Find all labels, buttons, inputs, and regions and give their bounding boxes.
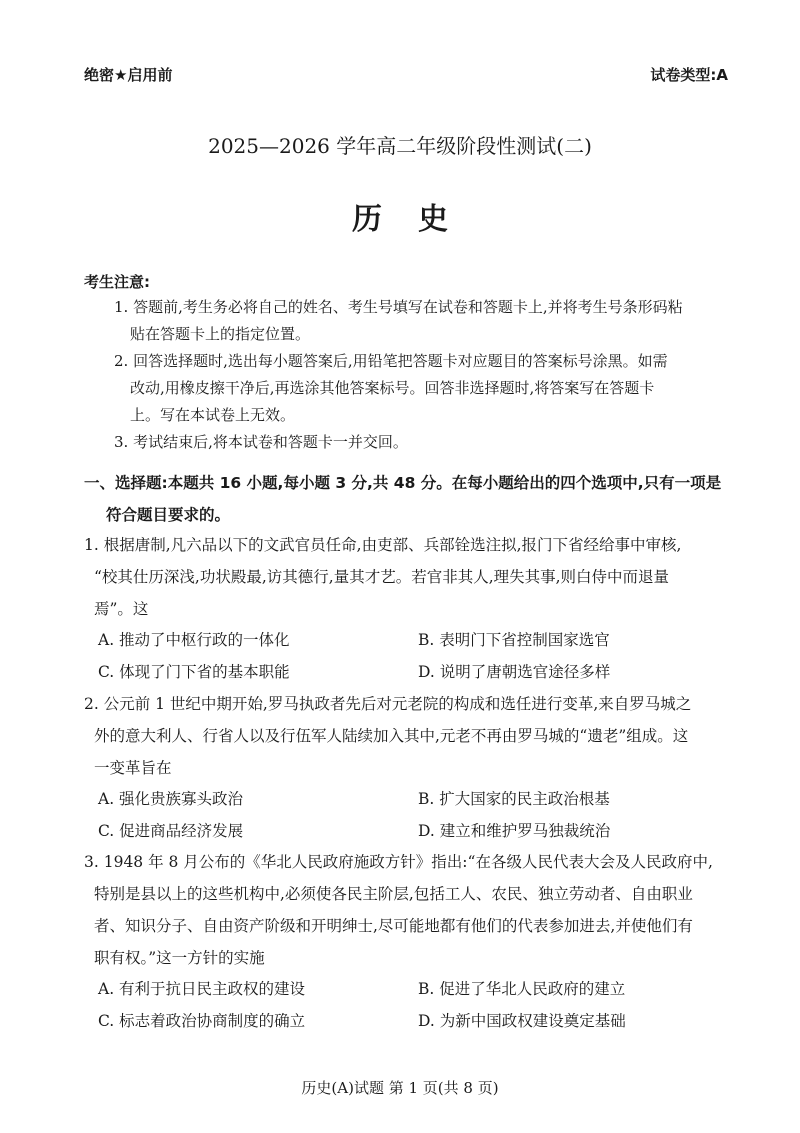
option-b: B. 促进了华北人民政府的建立 (418, 980, 626, 998)
notice-line: 2. 回答选择题时,选出每小题答案后,用铅笔把答题卡对应题目的答案标号涂黑。如需 (114, 352, 668, 370)
option-a: A. 推动了中枢行政的一体化 (98, 631, 290, 649)
section-heading (84, 467, 744, 531)
exam-title: 2025—2026 学年高二年级阶段性测试(二) (208, 134, 592, 158)
question-1-stem (84, 529, 744, 625)
question-line: 1. 根据唐制,凡六品以下的文武官员任命,由吏部、兵部铨选注拟,报门下省经给事中审核, (84, 536, 682, 554)
option-b: B. 表明门下省控制国家选官 (418, 631, 610, 649)
option-d: D. 建立和维护罗马独裁统治 (418, 822, 611, 840)
notice-line: 3. 考试结束后,将本试卷和答题卡一并交回。 (114, 433, 408, 451)
question-2-stem (84, 688, 744, 784)
option-c: C. 体现了门下省的基本职能 (98, 663, 290, 681)
question-line: “校其仕历深浅,功状殿最,访其德行,量其才艺。若官非其人,理失其事,则白侍中而退量 (94, 568, 670, 586)
notice-line: 贴在答题卡上的指定位置。 (130, 325, 311, 343)
question-line: 一变革旨在 (94, 759, 172, 777)
option-b: B. 扩大国家的民主政治根基 (418, 790, 610, 808)
question-line: 者、知识分子、自由资产阶级和开明绅士,尽可能地都有他们的代表参加进去,并使他们有 (94, 917, 693, 935)
question-line: 特别是县以上的这些机构中,必须使各民主阶层,包括工人、农民、独立劳动者、自由职业 (94, 885, 693, 903)
option-c: C. 促进商品经济发展 (98, 822, 244, 840)
page-footer: 历史(A)试题 第 1 页(共 8 页) (301, 1079, 499, 1097)
subject-title: 历史 (352, 202, 484, 237)
notice-line: 1. 答题前,考生务必将自己的姓名、考生号填写在试卷和答题卡上,并将考生号条形码粘 (114, 298, 683, 316)
section-line: 一、选择题:本题共 16 小题,每小题 3 分,共 48 分。在每小题给出的四个选项中,只有一项是 (84, 474, 722, 492)
notice-item (114, 348, 734, 429)
confidential-label: 绝密★启用前 (84, 66, 173, 84)
question-line: 职有权。”这一方针的实施 (94, 949, 265, 967)
question-line: 焉”。这 (94, 600, 149, 618)
question-line: 2. 公元前 1 世纪中期开始,罗马执政者先后对元老院的构成和选任进行变革,来自罗马城之 (84, 695, 692, 713)
option-d: D. 说明了唐朝选官途径多样 (418, 663, 611, 681)
notice-item (114, 429, 734, 456)
option-d: D. 为新中国政权建设奠定基础 (418, 1012, 626, 1030)
option-c: C. 标志着政治协商制度的确立 (98, 1012, 306, 1030)
section-line: 符合题目要求的。 (106, 506, 231, 524)
question-1-options (98, 624, 738, 688)
notice-line: 上。写在本试卷上无效。 (130, 406, 296, 424)
option-a: A. 强化贵族寡头政治 (98, 790, 244, 808)
option-a: A. 有利于抗日民主政权的建设 (98, 980, 306, 998)
notice-heading: 考生注意: (84, 273, 150, 291)
question-3-options (98, 973, 738, 1037)
question-line: 3. 1948 年 8 月公布的《华北人民政府施政方针》指出:“在各级人民代表大会及人民政府中, (84, 853, 713, 871)
question-line: 外的意大利人、行省人以及行伍军人陆续加入其中,元老不再由罗马城的“遗老”组成。这 (94, 727, 689, 745)
notice-item (114, 294, 734, 348)
question-2-options (98, 783, 738, 847)
paper-type-label: 试卷类型:A (650, 66, 728, 84)
notice-line: 改动,用橡皮擦干净后,再选涂其他答案标号。回答非选择题时,将答案写在答题卡 (130, 379, 655, 397)
question-3-stem (84, 846, 744, 974)
